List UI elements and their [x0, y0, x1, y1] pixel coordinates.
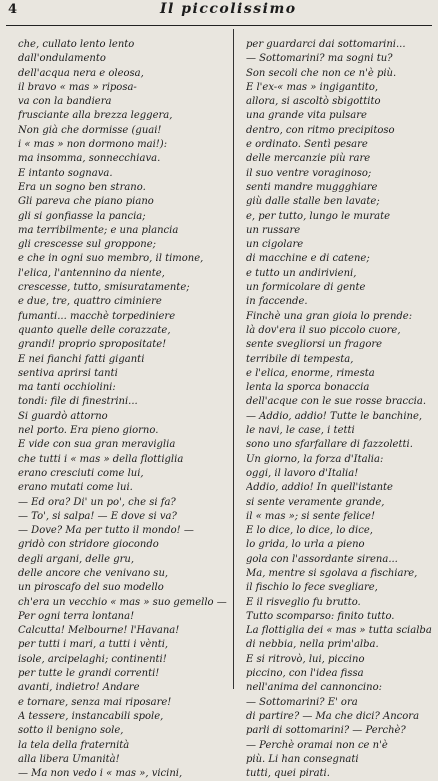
verse-line: — Addio, addio! Tutte le banchine, [246, 410, 423, 422]
verse-line: le navi, le case, i tetti [246, 425, 355, 437]
verse-line: piccino, con l'idea fissa [246, 668, 364, 680]
verse-line: alla libera Umanità! [18, 753, 120, 765]
verse-line: un piroscafo del suo modello [18, 582, 164, 594]
verse-line: delle mercanzie più rare [246, 153, 371, 165]
verse-line: tondi: file di finestrini... [18, 396, 138, 408]
verse-line: va con la bandiera [18, 96, 112, 108]
verse-line: quanto quelle delle corazzate, [18, 324, 171, 336]
verse-line: per tutti i mari, a tutti i vènti, [18, 639, 169, 651]
verse-line: isole, arcipelaghi; continenti! [18, 653, 167, 665]
verse-line: — Dove? Ma per tutto il mondo! — [18, 525, 194, 537]
verse-line: per guardarci dai sottomarini... [246, 39, 406, 50]
verse-line: — Ed ora? Di' un po', che si fa? [18, 496, 176, 508]
verse-line: crescesse, tutto, smisuratamente; [18, 282, 190, 294]
verse-line: i « mas » non dormono mai!): [18, 139, 168, 151]
verse-line: Tutto scomparso: finito tutto. [246, 610, 395, 622]
verse-line: dell'acque con le sue rosse braccia. [246, 396, 427, 408]
verse-line: dell'acqua nera e oleosa, [18, 67, 144, 79]
verse-line: A tessere, instancabili spole, [18, 710, 164, 722]
verse-line: gridò con stridore giocondo [18, 539, 159, 551]
verse-line: frusciante alla brezza leggera, [18, 110, 173, 122]
verse-line: parli di sottomarini? — Perchè? [246, 725, 406, 737]
header-rule [6, 25, 432, 26]
verse-line: il « mas »; si sente felice! [246, 510, 375, 522]
verse-line: senti mandre muggghiare [246, 181, 378, 193]
column-divider [233, 29, 234, 689]
verse-line: sotto il benigno sole, [18, 725, 124, 737]
verse-line: che, cullato lento lento [18, 39, 135, 50]
verse-line: allora, si ascoltò sbigottito [246, 96, 381, 108]
verse-line: lo grida, lo urla a pieno [246, 539, 365, 551]
verse-line: — Sottomarini? ma sogni tu? [246, 53, 393, 65]
verse-line: di partire? — Ma che dici? Ancora [246, 710, 420, 722]
verse-line: dall'ondulamento [18, 53, 106, 65]
verse-line: di macchine e di catene; [246, 253, 370, 265]
verse-line: un russare [246, 224, 301, 236]
verse-line: di nebbia, nella prim'alba. [246, 639, 379, 651]
verse-line: dentro, con ritmo precipitoso [246, 124, 395, 136]
verse-line: l'elica, l'antennino da niente, [18, 267, 165, 279]
right-column [246, 38, 434, 781]
verse-line: e, per tutto, lungo le murate [246, 210, 391, 222]
verse-line: Si guardò attorno [18, 410, 108, 422]
verse-line: oggi, il lavoro d'Italia! [246, 467, 359, 479]
verse-line: E l'ex-« mas » ingigantito, [246, 81, 379, 93]
verse-line: La flottiglia dei « mas » tutta scialba [246, 625, 432, 637]
verse-line: — Sottomarini? E' ora [246, 696, 358, 708]
verse-line: il fischio lo fece svegliare, [246, 582, 378, 594]
verse-line: E intanto sognava. [18, 167, 113, 179]
verse-line: nell'anima del cannoncino: [246, 682, 382, 694]
verse-line: gli si gonfiasse la pancia; [18, 210, 146, 222]
verse-line: un cigolare [246, 239, 304, 251]
verse-line: in faccende. [246, 296, 308, 308]
verse-line: avanti, indietro! Andare [18, 682, 140, 694]
verse-line: un formicolare di gente [246, 282, 366, 294]
verse-line: E nei fianchi fatti giganti [18, 353, 145, 365]
verse-line: lenta la sporca bonaccia [246, 382, 370, 394]
verse-line: tutti, quei pirati. [246, 768, 330, 780]
verse-line: ch'era un vecchio « mas » suo gemello — [18, 596, 227, 608]
verse-line: Per ogni terra lontana! [18, 610, 135, 622]
verse-line: terribile di tempesta, [246, 353, 354, 365]
verse-line: e tornare, senza mai riposare! [18, 696, 172, 708]
verse-line: si sente veramente grande, [246, 496, 385, 508]
verse-line: — Ma non vedo i « mas », vicini, [18, 768, 183, 780]
verse-line: la tela della fraternità [18, 739, 130, 751]
verse-line: Addio, addio! In quell'istante [246, 482, 393, 494]
verse-line: per tutte le grandi correnti! [18, 668, 160, 680]
verse-line: Finchè una gran gioia lo prende: [246, 310, 413, 322]
verse-line: Ma, mentre si sgolava a fischiare, [246, 567, 418, 579]
verse-line: e che in ogni suo membro, il timone, [18, 253, 204, 265]
left-column [18, 38, 230, 781]
verse-line: sono uno sfarfallare di fazzoletti. [246, 439, 413, 451]
verse-line: più. Li han consegnati [246, 753, 359, 765]
verse-line: E vide con sua gran meraviglia [18, 439, 176, 451]
verse-line: gli crescesse sul groppone; [18, 239, 156, 251]
page-number: 4 [8, 2, 18, 17]
verse-line: Son secoli che non ce n'è più. [246, 67, 397, 79]
verse-line: che tutti i « mas » della flottiglia [18, 453, 184, 465]
verse-line: Un giorno, la forza d'Italia: [246, 453, 384, 465]
verse-line: una grande vita pulsare [246, 110, 367, 122]
verse-line: grandi! proprio spropositate! [18, 339, 167, 351]
verse-line: E lo dice, lo dice, lo dice, [246, 525, 373, 537]
verse-line: fumanti... macchè torpediniere [18, 310, 176, 322]
verse-line: e tutto un andirivieni, [246, 267, 357, 279]
verse-line: Calcutta! Melbourne! l'Havana! [18, 625, 180, 637]
verse-line: ma insomma, sonnecchiava. [18, 153, 161, 165]
verse-line: — Perchè oramai non ce n'è [246, 739, 388, 751]
verse-line: — To', si salpa! — E dove si va? [18, 510, 177, 522]
verse-line: il suo ventre voraginoso; [246, 167, 372, 179]
verse-line: degli argani, delle gru, [18, 553, 135, 565]
verse-line: e ordinato. Sentì pesare [246, 139, 368, 151]
verse-line: ma tanti occhiolini: [18, 382, 116, 394]
verse-line: E si ritrovò, lui, piccino [246, 653, 365, 665]
verse-line: il bravo « mas » riposa- [18, 81, 137, 93]
verse-line: erano mutati come lui. [18, 482, 133, 494]
verse-line: erano cresciuti come lui, [18, 467, 144, 479]
verse-line: là dov'era il suo piccolo cuore, [246, 324, 401, 336]
verse-line: ma terribilmente; e una plancia [18, 224, 179, 236]
verse-line: e l'elica, enorme, rimesta [246, 367, 375, 379]
verse-line: sente svegliorsi un fragore [246, 339, 383, 351]
verse-line: Era un sogno ben strano. [18, 181, 146, 193]
verse-line: nel porto. Era pieno giorno. [18, 425, 159, 437]
verse-line: delle ancore che venivano su, [18, 567, 169, 579]
verse-line: E il risveglio fu brutto. [246, 596, 361, 608]
verse-line: giù dalle stalle ben lavate; [246, 196, 380, 208]
verse-line: sentiva aprirsi tanti [18, 367, 118, 379]
verse-line: e due, tre, quattro ciminiere [18, 296, 162, 308]
verse-line: gola con l'assordante sirena... [246, 553, 398, 565]
verse-line: Gli pareva che piano piano [18, 196, 154, 208]
running-title: Il piccolissimo [160, 1, 297, 17]
verse-line: Non già che dormisse (guai! [18, 124, 162, 136]
